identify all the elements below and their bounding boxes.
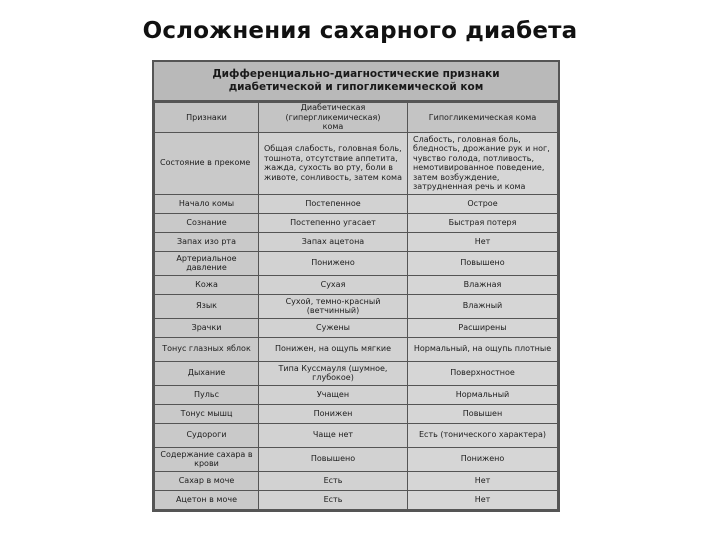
row-sign-cell: Тонус мышц <box>155 404 259 423</box>
table-row <box>155 275 558 294</box>
page-title: Осложнения сахарного диабета <box>142 18 578 44</box>
row-sign-cell: Содержание сахара в крови <box>155 447 259 471</box>
table-row <box>155 337 558 361</box>
hyperglycemic-cell: Повышено <box>259 447 408 471</box>
table-row <box>155 251 558 275</box>
header-row <box>155 103 558 133</box>
hyperglycemic-cell: Понижено <box>259 251 408 275</box>
row-sign-cell: Ацетон в моче <box>155 490 259 509</box>
row-sign-cell: Начало комы <box>155 194 259 213</box>
hyperglycemic-cell: Учащен <box>259 385 408 404</box>
table-row <box>155 404 558 423</box>
hypoglycemic-cell: Быстрая потеря <box>408 213 558 232</box>
table-row <box>155 232 558 251</box>
row-sign-cell: Язык <box>155 294 259 318</box>
hyperglycemic-cell: Запах ацетона <box>259 232 408 251</box>
hypoglycemic-cell: Нет <box>408 490 558 509</box>
hyperglycemic-cell: Есть <box>259 471 408 490</box>
row-sign-cell: Сахар в моче <box>155 471 259 490</box>
hypoglycemic-cell: Повышен <box>408 404 558 423</box>
table-row <box>155 294 558 318</box>
table-heading <box>154 62 558 102</box>
column-header-hypoglycemic: Гипогликемическая кома <box>408 103 558 133</box>
hypoglycemic-cell: Влажная <box>408 275 558 294</box>
column-header-hyperglycemic: Диабетическая (гипергликемическая) кома <box>259 103 408 133</box>
table-row <box>155 194 558 213</box>
hypoglycemic-cell: Повышено <box>408 251 558 275</box>
row-sign-cell: Пульс <box>155 385 259 404</box>
hyperglycemic-cell: Понижен, на ощупь мягкие <box>259 337 408 361</box>
hypoglycemic-cell: Поверхностное <box>408 361 558 385</box>
hyperglycemic-cell: Сужены <box>259 318 408 337</box>
table-row <box>155 471 558 490</box>
table-row <box>155 132 558 194</box>
hypoglycemic-cell: Расширены <box>408 318 558 337</box>
row-sign-cell: Судороги <box>155 423 259 447</box>
table-row <box>155 361 558 385</box>
hyperglycemic-cell: Есть <box>259 490 408 509</box>
hypoglycemic-cell: Острое <box>408 194 558 213</box>
row-sign-cell: Запах изо рта <box>155 232 259 251</box>
row-sign-cell: Зрачки <box>155 318 259 337</box>
hyperglycemic-cell: Сухой, темно-красный (ветчинный) <box>259 294 408 318</box>
hypoglycemic-cell: Нет <box>408 471 558 490</box>
hyperglycemic-cell: Чаще нет <box>259 423 408 447</box>
hyperglycemic-cell: Постепенное <box>259 194 408 213</box>
row-sign-cell: Кожа <box>155 275 259 294</box>
hypoglycemic-cell: Нет <box>408 232 558 251</box>
table-heading-line-1: Дифференциально-диагностические признаки <box>212 68 500 80</box>
table-row <box>155 490 558 509</box>
hypoglycemic-cell: Влажный <box>408 294 558 318</box>
row-sign-cell: Состояние в прекоме <box>155 132 259 194</box>
column-header-signs: Признаки <box>155 103 259 133</box>
hyperglycemic-cell: Сухая <box>259 275 408 294</box>
comparison-table <box>154 102 558 510</box>
hypoglycemic-cell: Слабость, головная боль, бледность, дрожание рук и ног, чувство голода, потливость, немотивированное поведение, затем возбуждение, затрудненная речь и кома <box>408 132 558 194</box>
row-sign-cell: Артериальное давление <box>155 251 259 275</box>
table-row <box>155 385 558 404</box>
row-sign-cell: Сознание <box>155 213 259 232</box>
hyperglycemic-cell: Понижен <box>259 404 408 423</box>
row-sign-cell: Тонус глазных яблок <box>155 337 259 361</box>
hyperglycemic-cell: Общая слабость, головная боль, тошнота, отсутствие аппетита, жажда, сухость во рту, боли в животе, сонливость, затем кома <box>259 132 408 194</box>
table-row <box>155 447 558 471</box>
hyperglycemic-cell: Типа Куссмауля (шумное, глубокое) <box>259 361 408 385</box>
hyperglycemic-cell: Постепенно угасает <box>259 213 408 232</box>
table-heading-line-2: диабетической и гипогликемической ком <box>228 81 484 93</box>
hypoglycemic-cell: Нормальный, на ощупь плотные <box>408 337 558 361</box>
hypoglycemic-cell: Нормальный <box>408 385 558 404</box>
diagnostic-table <box>152 60 560 512</box>
table-row <box>155 318 558 337</box>
table-row <box>155 213 558 232</box>
row-sign-cell: Дыхание <box>155 361 259 385</box>
hypoglycemic-cell: Есть (тонического характера) <box>408 423 558 447</box>
table-row <box>155 423 558 447</box>
hypoglycemic-cell: Понижено <box>408 447 558 471</box>
